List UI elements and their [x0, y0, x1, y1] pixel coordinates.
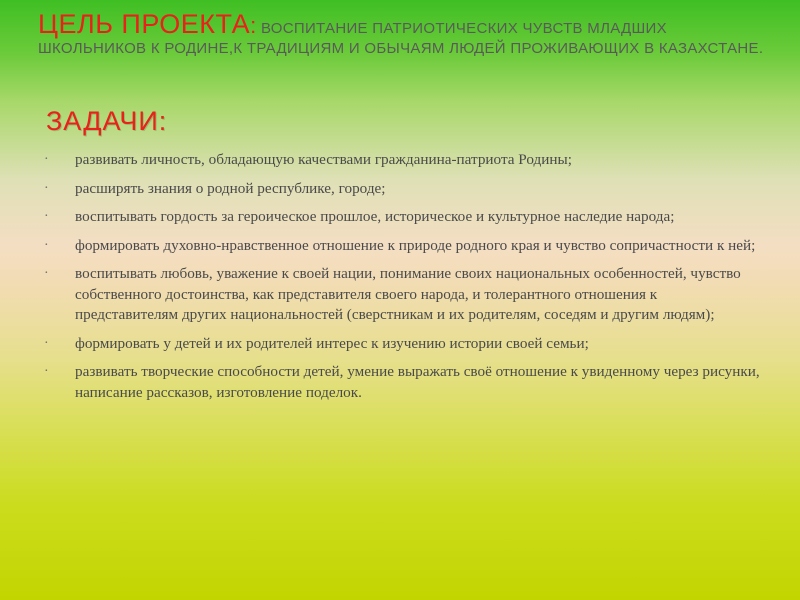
task-text: формировать у детей и их родителей интерес к изучению истории своей семьи;	[75, 334, 589, 352]
project-goal	[38, 9, 778, 59]
task-item	[44, 150, 764, 171]
bullet-icon: ·	[44, 180, 49, 196]
task-text: расширять знания о родной республике, городе;	[75, 179, 386, 197]
task-item	[44, 179, 764, 200]
tasks-heading: ЗАДАЧИ:	[46, 106, 168, 136]
task-item	[44, 334, 764, 355]
task-item	[44, 362, 764, 403]
task-text: воспитывать гордость за героическое прошлое, историческое и культурное наследие народа;	[75, 208, 675, 225]
bullet-icon: ·	[44, 237, 49, 253]
task-item	[44, 207, 764, 228]
bullet-icon: ·	[44, 364, 49, 379]
bullet-icon: ·	[44, 335, 49, 351]
task-text: развивать творческие способности детей, умение выражать своё отношение к увиденному через рисунки, написание рассказов, изготовление поделок.	[75, 363, 760, 401]
goal-colon: :	[250, 13, 257, 38]
task-item	[44, 236, 764, 257]
bullet-icon: ·	[44, 266, 49, 281]
task-list	[44, 150, 764, 411]
task-item	[44, 264, 764, 326]
task-text: развивать личность, обладающую качествами гражданина-патриота Родины;	[75, 151, 572, 168]
bullet-icon: ·	[44, 152, 49, 167]
goal-text: ВОСПИТАНИЕ ПАТРИОТИЧЕСКИХ ЧУВСТВ МЛАДШИХ ШКОЛЬНИКОВ К РОДИНЕ,К ТРАДИЦИЯМ И ОБЫЧАЯМ ЛЮДЕЙ ПРОЖИВАЮЩИХ В КАЗАХСТАНЕ.	[38, 20, 764, 57]
goal-label: ЦЕЛЬ ПРОЕКТА	[38, 9, 251, 39]
bullet-icon: ·	[44, 209, 49, 224]
task-text: формировать духовно-нравственное отношение к природе родного края и чувство сопричастности к ней;	[75, 236, 756, 254]
task-text: воспитывать любовь, уважение к своей нации, понимание своих национальных особенностей, чувство собственного достоинства, как представителя своего народа, и толерантного отношения к представителям других национальностей (сверстникам и их родителям, соседям и другим людям);	[75, 265, 741, 323]
